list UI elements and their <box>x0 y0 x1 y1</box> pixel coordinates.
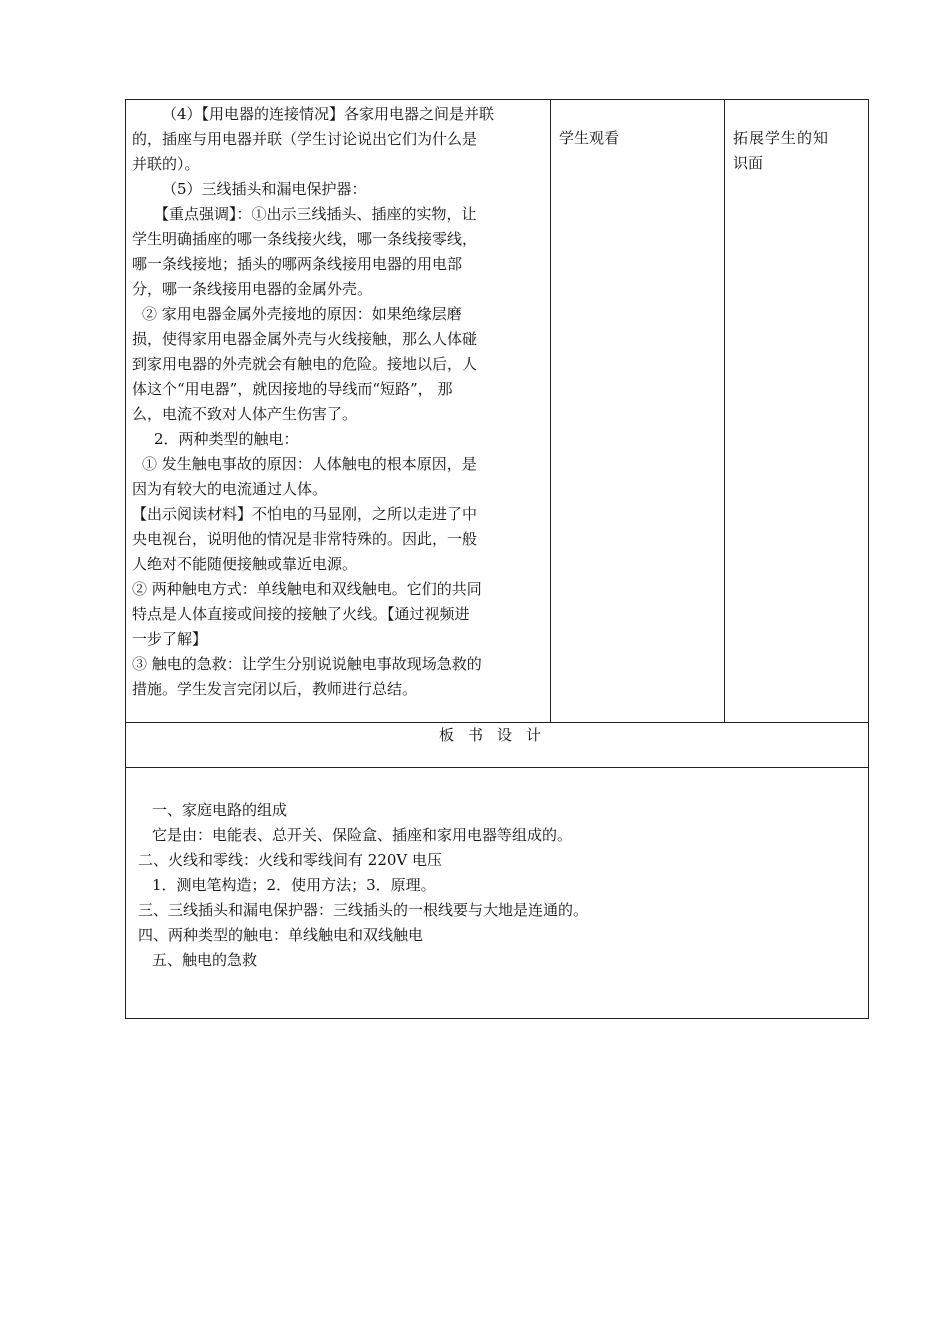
board-line: 四、两种类型的触电：单线触电和双线触电 <box>138 926 424 944</box>
text-line: 哪一条线接地；插头的哪两条线接用电器的用电部 <box>132 255 463 273</box>
text-line: 【重点强调】：①出示三线插头、插座的实物，让 <box>154 205 477 223</box>
lesson-table <box>125 99 869 1019</box>
text-line: 分，哪一条线接用电器的金属外壳。 <box>132 280 373 298</box>
text-line: ③ 触电的急救：让学生分别说说触电事故现场急救的 <box>132 655 482 673</box>
teacher-activity-cell <box>126 100 551 723</box>
text-line: 到家用电器的外壳就会有触电的危险。接地以后，人 <box>132 355 478 373</box>
text-line: 央电视台，说明他的情况是非常特殊的。因此，一般 <box>132 530 478 548</box>
board-content-row <box>126 768 869 1019</box>
board-content-cell <box>126 768 869 1019</box>
text-line: 人绝对不能随便接触或靠近电源。 <box>132 555 358 573</box>
board-line: 1．测电笔构造；2．使用方法；3．原理。 <box>152 876 436 894</box>
text-line: 么，电流不致对人体产生伤害了。 <box>132 405 358 423</box>
board-title-row <box>126 723 869 768</box>
text-line: 【出示阅读材料】不怕电的马显刚，之所以走进了中 <box>132 505 478 523</box>
text-line: 一步了解】 <box>132 630 208 648</box>
text-line: 特点是人体直接或间接的接触了火线。【通过视频进 <box>132 605 470 623</box>
text-line: 的，插座与用电器并联（学生讨论说出它们为什么是 <box>132 130 478 148</box>
teaching-process-row <box>126 100 869 723</box>
design-intent-text: 拓展学生的知 <box>733 129 830 147</box>
board-line: 它是由：电能表、总开关、保险盒、插座和家用电器等组成的。 <box>152 826 573 844</box>
board-design-title: 板书设计 <box>126 723 869 768</box>
student-activity-cell <box>551 100 725 723</box>
board-line: 二、火线和零线：火线和零线间有 220V 电压 <box>138 851 443 869</box>
design-intent-cell <box>725 100 869 723</box>
text-line: 损，使得家用电器金属外壳与火线接触，那么人体碰 <box>132 330 478 348</box>
text-line: 因为有较大的电流通过人体。 <box>132 480 328 498</box>
design-intent-text: 识面 <box>733 154 764 172</box>
text-line: ① 发生触电事故的原因：人体触电的根本原因，是 <box>142 455 477 473</box>
text-line: （5）三线插头和漏电保护器： <box>162 180 367 198</box>
text-line: ② 两种触电方式：单线触电和双线触电。它们的共同 <box>132 580 482 598</box>
board-line: 一、家庭电路的组成 <box>152 801 288 819</box>
board-line: 五、触电的急救 <box>152 951 258 969</box>
text-line: 并联的）。 <box>132 155 200 173</box>
student-activity-text: 学生观看 <box>559 129 620 147</box>
text-line: （4）【用电器的连接情况】各家用电器之间是并联 <box>162 105 495 123</box>
text-line: 体这个“用电器”，就因接地的导线而“短路”， 那 <box>132 380 453 398</box>
text-line: 措施。学生发言完闭以后，教师进行总结。 <box>132 680 418 698</box>
text-line: ② 家用电器金属外壳接地的原因：如果绝缘层磨 <box>142 305 462 323</box>
board-line: 三、三线插头和漏电保护器：三线插头的一根线要与大地是连通的。 <box>138 901 589 919</box>
text-line: 学生明确插座的哪一条线接火线，哪一条线接零线， <box>132 230 478 248</box>
text-line: 2．两种类型的触电： <box>154 430 299 448</box>
